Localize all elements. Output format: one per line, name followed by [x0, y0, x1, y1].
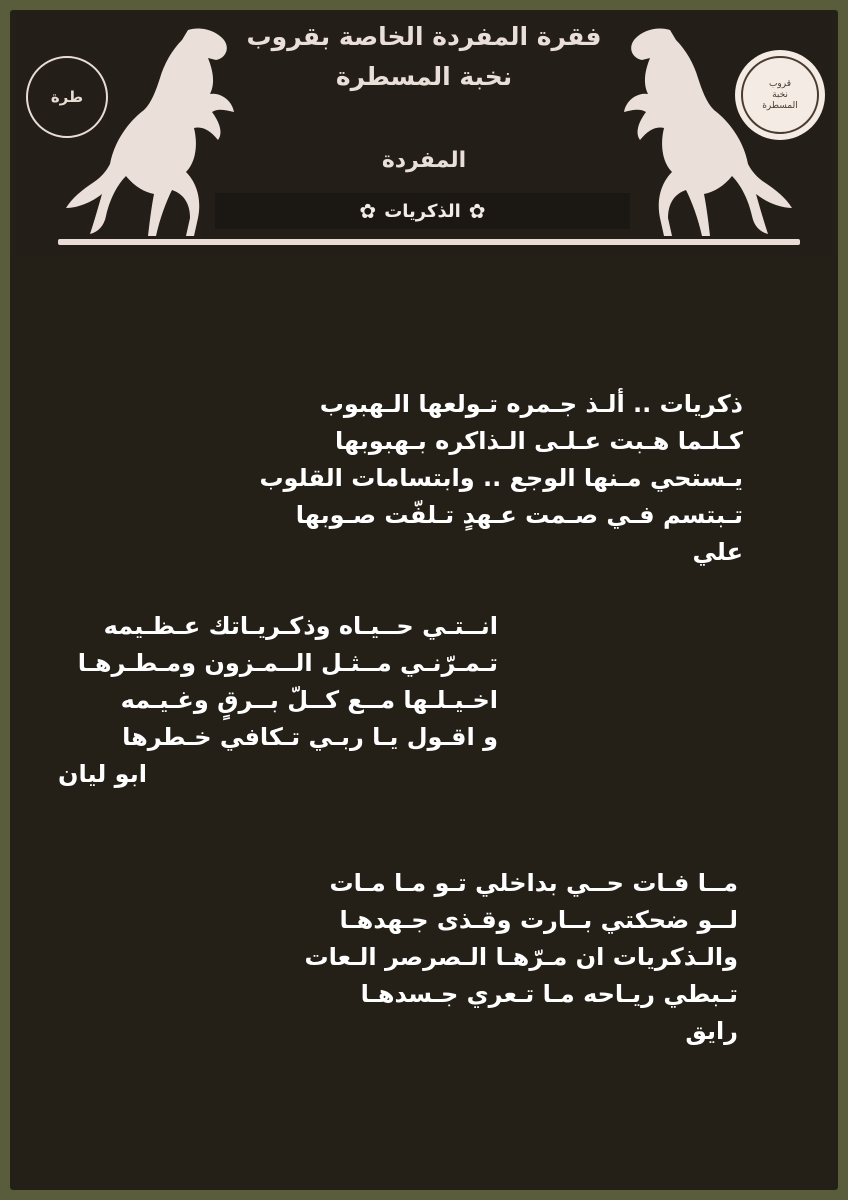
header-title-line2: نخبة المسطرة: [335, 62, 513, 91]
poem-line: تـبطي ريـاحه مـا تـعري جـسدهـا: [360, 980, 738, 1008]
poem-line: تـمـرّنـي مــثـل الــمـزون ومـطـرهـا: [77, 649, 498, 677]
poem-author: علي: [692, 538, 743, 566]
poem-stanza-3: [278, 865, 738, 1050]
poem-line: كـلـما هـبت عـلـى الـذاكره بـهبوبها: [335, 427, 743, 455]
right-logo-line2: نخبة: [772, 89, 788, 100]
poem-line: و اقـول يـا ربـي تـكافي خـطرها: [122, 723, 498, 751]
poem-stanza-1: [259, 386, 743, 571]
poem-author: ابو ليان: [58, 760, 147, 788]
poem-line: والـذكريات ان مـرّهـا الـصرصر الـعات: [304, 943, 738, 971]
topic-badge: [215, 193, 630, 229]
header-divider: [58, 239, 800, 245]
poem-author: رايق: [685, 1017, 738, 1045]
poem-line: انــتـي حــيـاه وذكـريـاتك عـظـيمه: [103, 612, 498, 640]
poem-line: ذكريات .. ألـذ جـمره تـولعها الـهبوب: [319, 390, 743, 418]
poem-line: لــو ضحكتي بــارت وقـذى جـهدهـا: [339, 906, 738, 934]
poem-stanza-2: [58, 608, 498, 793]
poem-line: يـستحي مـنها الوجع .. وابتسامات القلوب: [259, 464, 743, 492]
header-title-line1: فقرة المفردة الخاصة بقروب: [246, 22, 602, 51]
right-logo-line3: المسطرة: [762, 100, 798, 111]
flower-icon: ✿: [359, 199, 377, 223]
poem-line: اخـيـلـها مــع كــلّ بــرقٍ وغـيـمه: [120, 686, 498, 714]
topic-label: الذكريات: [384, 200, 461, 222]
flower-icon: ✿: [468, 199, 486, 223]
right-logo-line1: قروب: [768, 78, 792, 89]
section-label: المفردة: [381, 148, 467, 173]
poem-line: مــا فـات حــي بداخلي تـو مـا مـات: [329, 869, 738, 897]
left-logo-text: طرة: [50, 88, 84, 106]
poem-line: تـبتسم فـي صـمت عـهدٍ تـلفّت صـوبها: [295, 501, 743, 529]
